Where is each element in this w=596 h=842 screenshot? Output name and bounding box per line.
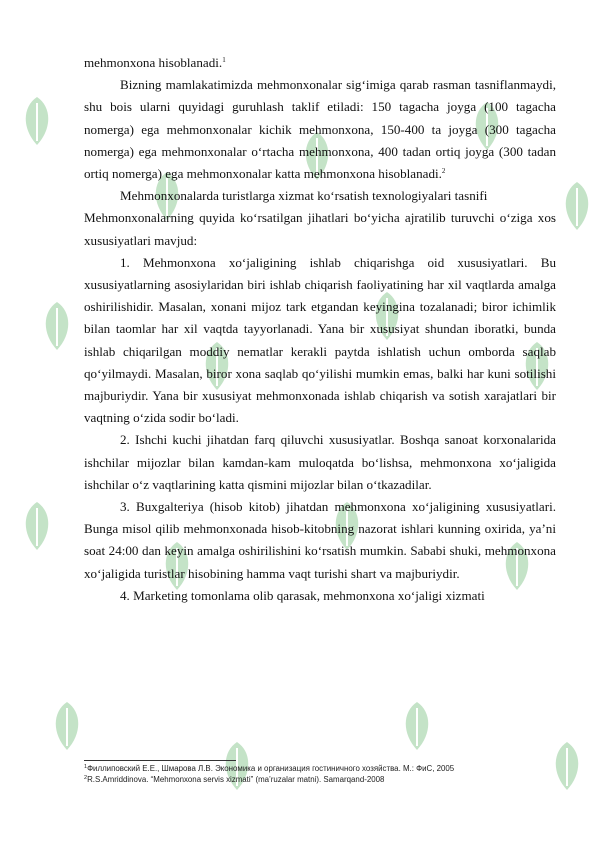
footnote-ref-2: 2 — [441, 167, 446, 176]
footnotes — [84, 763, 556, 785]
list-item-1: 1. Mehmonxona xo‘jaligining ishlab chiqarishga oid xususiyatlari. Bu xususiyatlarning asosiylaridan biri ishlab chiqarish faoliyatining har xil vaqtlarda amalga oshirilishidir. Masalan, xonani mijoz tark etgandan keyingina tozalanadi; biror ichimlik bilan taomlar har xil vaqtda tayyorlanadi. Yana bir xususiyat shundan iboratki, bunda ishlab chiqarilgan moddiy nematlar kerakli paytda ishlatish uchun omborda saqlab qo‘yilmaydi. Masalan, biror xona saqlab qo‘yilishi mumkin emas, balki har kuni sotilishi majburiydir. Yana bir xususiyat mehmonxonada ishlab chiqarish va sotish xarajatlari bir vaqtning o‘zida sodir bo‘ladi. — [84, 254, 556, 426]
footnote-2: $^2$R.S.Amriddinova. “Mehmonxona servis xizmati” (ma’ruzalar matni). Samarqand-2008 — [84, 775, 385, 784]
list-item-2: 2. Ishchi kuchi jihatdan farq qiluvchi xususiyatlar. Boshqa sanoat korxonalarida ishchilar mijozlar bilan kamdan-kam muloqatda bo‘lishsa, mehmonxona xo‘jaligida ishchilar o‘z vaqtlarining katta qismini mijozlar bilan o‘tkazadilar. — [84, 432, 556, 492]
leaf-watermark-icon — [40, 300, 74, 352]
section-heading: Mehmonxonalarda turistlarga xizmat ko‘rsatish texnologiyalari tasnifi — [120, 188, 488, 204]
body-text — [84, 52, 556, 607]
footnote-ref-1: 1 — [222, 56, 226, 64]
paragraph-1: mehmonxona hisoblanadi.$^1$ — [84, 55, 226, 70]
leaf-watermark-icon — [560, 180, 594, 232]
list-item-3: 3. Buxgalteriya (hisob kitob) jihatdan mehmonxona xo‘jaligining xususiyatlari. Bunga misol qilib mehmonxonada hisob-kitobning nazorat ishlari kunning oxirida, ya’ni soat 24:00 dan keyin amalga oshirilishini ko‘rsatish mumkin. Sababi shuki, mehmonxona xo‘jaligida turistlar hisobining hamma vaqt turishi shart va majburiydir. — [84, 499, 556, 581]
leaf-watermark-icon — [400, 700, 434, 752]
leaf-watermark-icon — [50, 700, 84, 752]
leaf-watermark-icon — [20, 95, 54, 147]
leaf-watermark-icon — [20, 500, 54, 552]
paragraph-2: Bizning mamlakatimizda mehmonxonalar sig‘imiga qarab rasman tasniflanmaydi, shu bois ularni quyidagi guruhlash taklif etiladi: 150 tagacha joyga (100 tagacha nomerga) ega mehmonxonalar kichik mehmonxona, 150-400 ta joyga (300 tagacha nomerga) ega mehmonxonalar o‘rtacha mehmonxona, 400 tadan ortiq joyga (300 tadan ortiq nomerga) ega mehmonxonalar katta mehmonxona hisoblanadi.$^2$ — [84, 77, 556, 182]
paragraph-3: Mehmonxonalarning quyida ko‘rsatilgan jihatlari bo‘yicha ajratilib turuvchi o‘ziga xos xususiyatlari mavjud: — [84, 210, 556, 248]
footnote-separator — [84, 760, 236, 761]
footnote-1: $^1$Филлиповский Е.Е., Шмарова Л.В. Экономика и организация гостиничного хозяйства. М.: ФиС, 2005 — [84, 764, 455, 773]
list-item-4: 4. Marketing tomonlama olib qarasak, mehmonxona xo‘jaligi xizmati — [120, 587, 485, 603]
